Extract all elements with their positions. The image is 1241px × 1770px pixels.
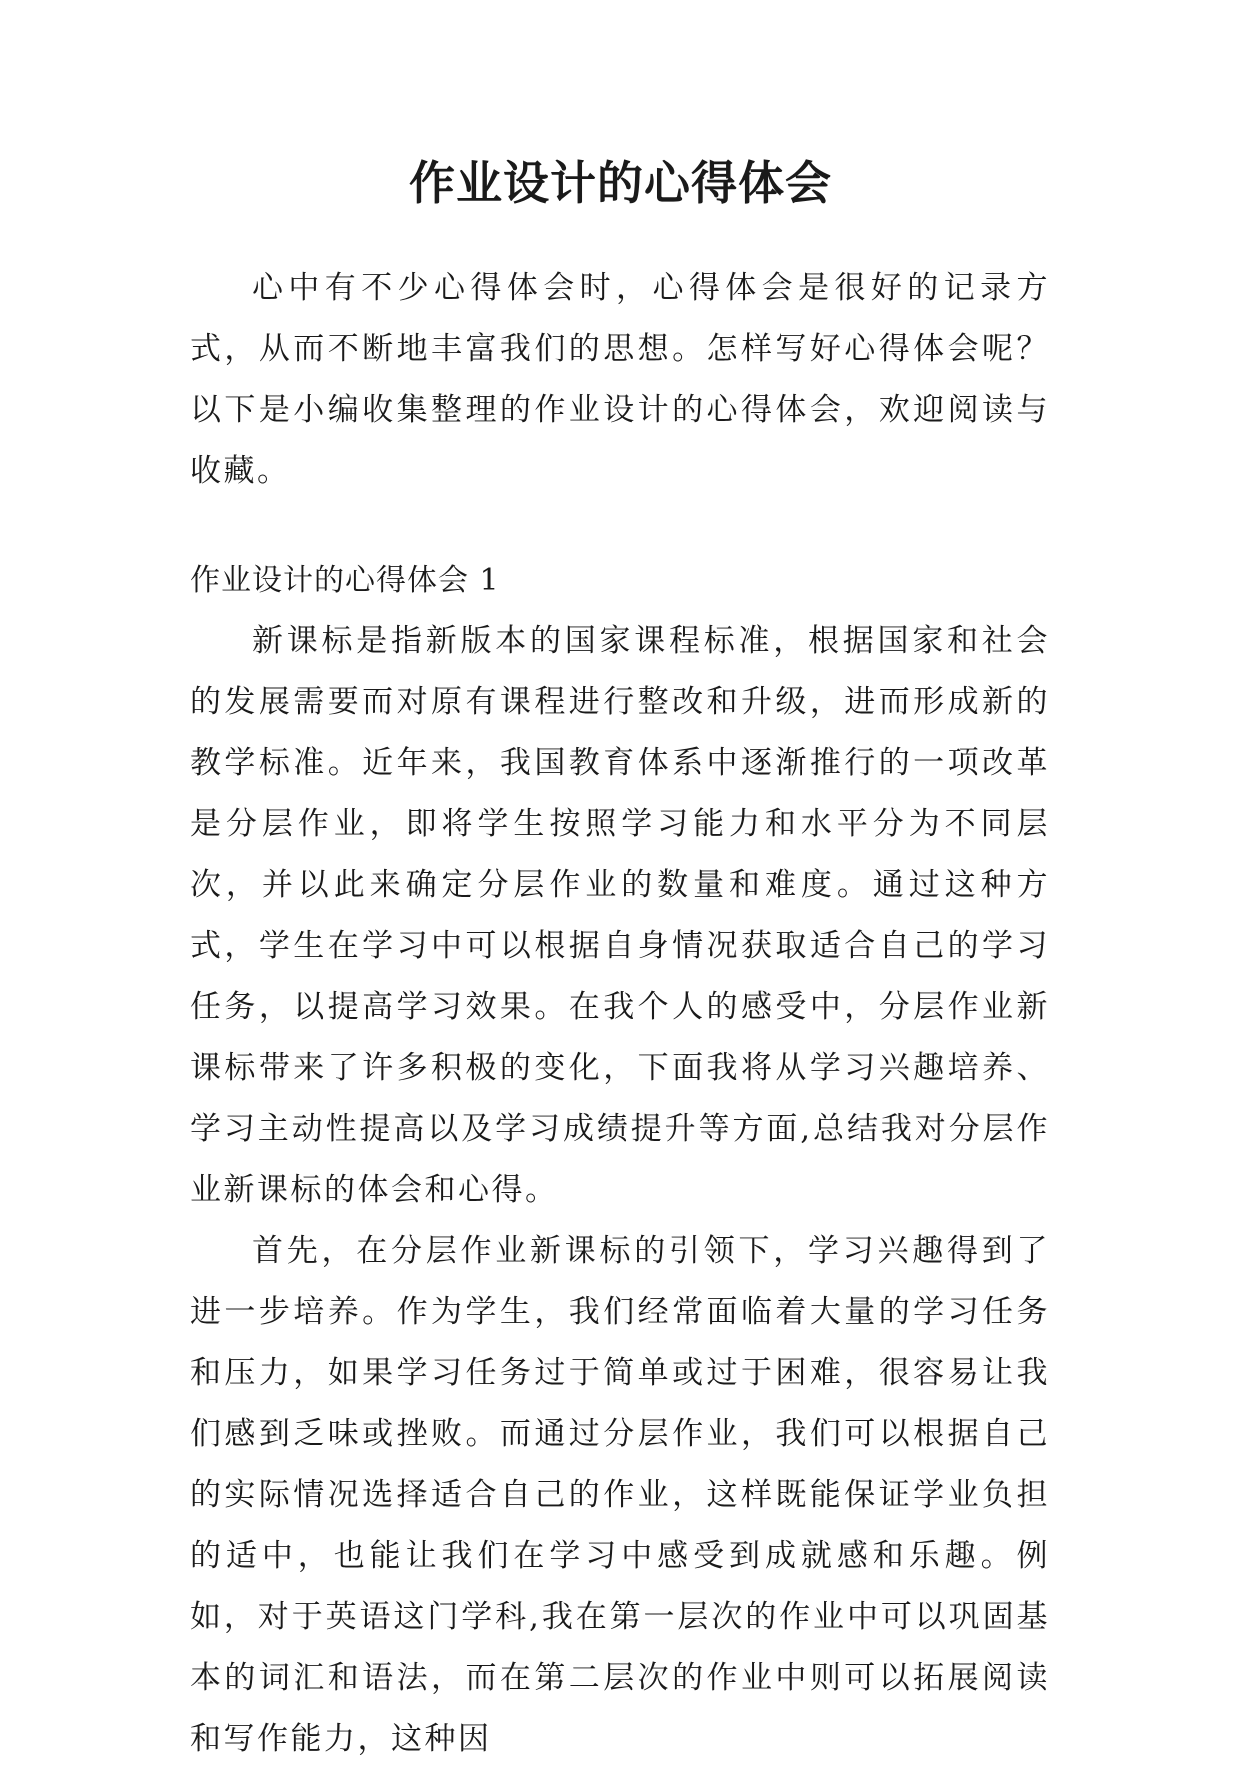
intro-paragraph: 心中有不少心得体会时，心得体会是很好的记录方式，从而不断地丰富我们的思想。怎样写好心得体会呢？以下是小编收集整理的作业设计的心得体会，欢迎阅读与收藏。 bbox=[190, 270, 1050, 489]
body-paragraph-2: 首先，在分层作业新课标的引领下，学习兴趣得到了进一步培养。作为学生，我们经常面临着大量的学习任务和压力，如果学习任务过于简单或过于困难，很容易让我们感到乏味或挫败。而通过分层作业，我们可以根据自己的实际情况选择适合自己的作业，这样既能保证学业负担的适中，也能让我们在学习中感受到成就感和乐趣。例如，对于英语这门学科,我在第一层次的作业中可以巩固基本的词汇和语法，而在第二层次的作业中则可以拓展阅读和写作能力，这种因 bbox=[190, 1233, 1050, 1757]
body-paragraph-1: 新课标是指新版本的国家课程标准，根据国家和社会的发展需要而对原有课程进行整改和升级，进而形成新的教学标准。近年来，我国教育体系中逐渐推行的一项改革是分层作业，即将学生按照学习能力和水平分为不同层次，并以此来确定分层作业的数量和难度。通过这种方式，学生在学习中可以根据自身情况获取适合自己的学习任务，以提高学习效果。在我个人的感受中，分层作业新课标带来了许多积极的变化，下面我将从学习兴趣培养、学习主动性提高以及学习成绩提升等方面,总结我对分层作业新课标的体会和心得。 bbox=[190, 623, 1050, 1208]
section-heading: 作业设计的心得体会 1 bbox=[190, 563, 500, 598]
document-title: 作业设计的心得体会 bbox=[409, 156, 832, 210]
document-body bbox=[190, 258, 1050, 1770]
